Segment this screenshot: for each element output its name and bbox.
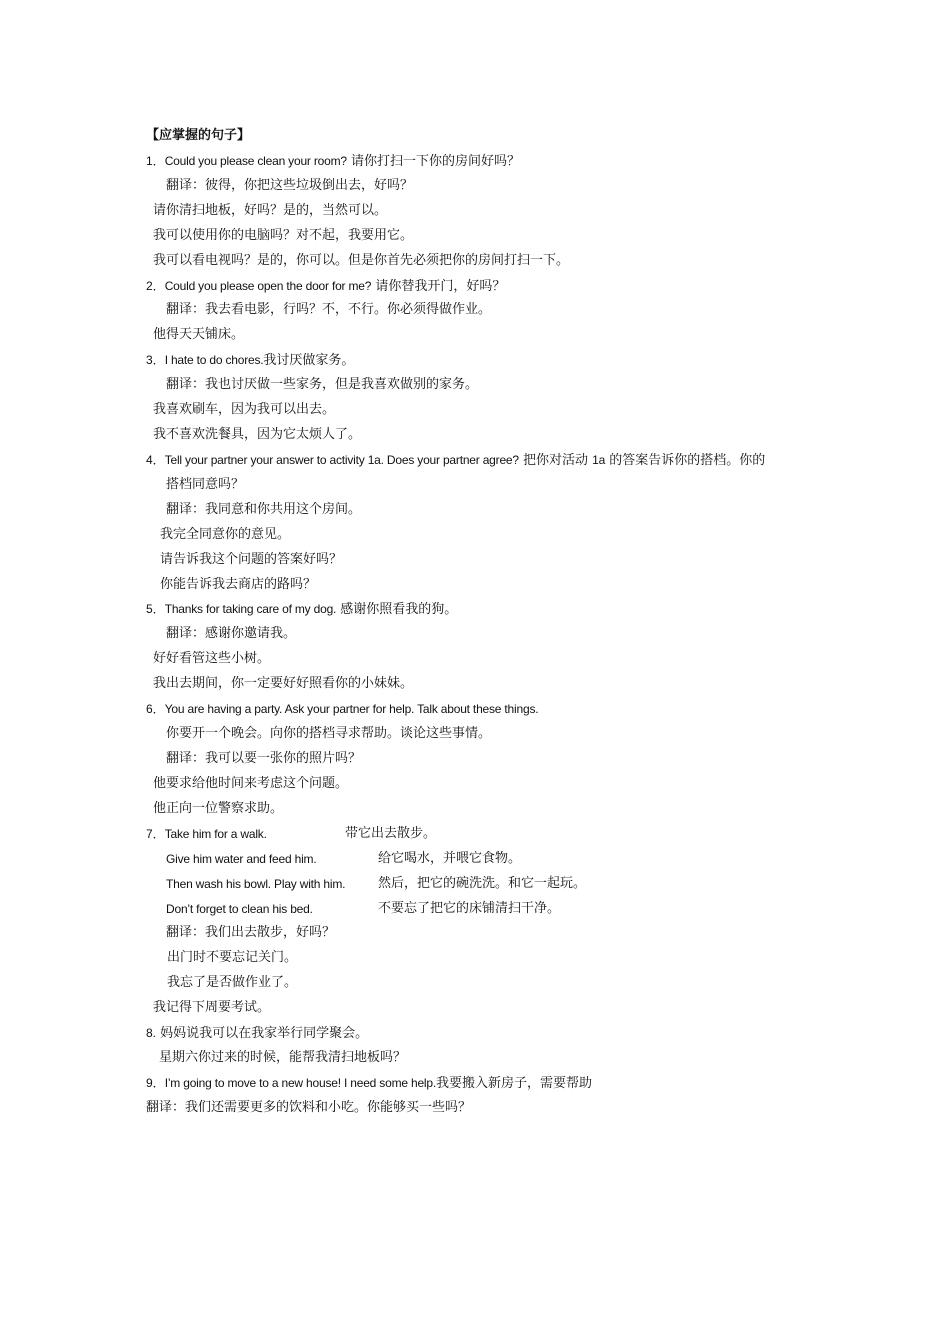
phrase-translation: 然后，把它的碗洗洗。和它一起玩。 [378, 876, 587, 891]
translation-line: 好好看管这些小树。 [153, 651, 271, 666]
phrase-translation: 给它喝水，并喂它食物。 [378, 851, 522, 866]
translation-line: 我可以使用你的电脑吗？对不起，我要用它。 [153, 228, 414, 243]
translation-line: 我记得下周要考试。 [153, 1000, 271, 1015]
translation-line: 我出去期间，你一定要好好照看你的小妹妹。 [153, 676, 414, 691]
translation-line: 你能告诉我去商店的路吗？ [160, 577, 317, 592]
translation-line: 翻译：我也讨厌做一些家务，但是我喜欢做别的家务。 [166, 377, 479, 392]
sentence-continuation: 搭档同意吗？ [166, 477, 245, 492]
translation-line: 翻译：我去看电影，行吗？不，不行。你必须得做作业。 [166, 302, 492, 317]
translation-line: 翻译：我同意和你共用这个房间。 [166, 502, 362, 517]
translation-line: 翻译：我可以要一张你的照片吗？ [166, 751, 362, 766]
phrase-translation: 带它出去散步。 [345, 826, 437, 841]
section-heading: 【应掌握的句子】 [146, 128, 251, 143]
translation-line: 翻译：感谢你邀请我。 [166, 626, 297, 641]
translation-line: 翻译：彼得，你把这些垃圾倒出去，好吗？ [166, 178, 414, 193]
sentence-7: 7．Take him for a walk. [146, 827, 267, 841]
phrase: Then wash his bowl. Play with him. [166, 877, 346, 891]
translation-line: 星期六你过来的时候，能帮我清扫地板吗？ [159, 1050, 407, 1065]
sentence-2: 2．Could you please open the door for me? 请你替我开门，好吗？ [146, 279, 506, 294]
translation-line: 请告诉我这个问题的答案好吗？ [160, 552, 343, 567]
translation-line: 他要求给他时间来考虑这个问题。 [153, 776, 349, 791]
sentence-3: 3．I hate to do chores.我讨厌做家务。 [146, 353, 355, 368]
translation-line: 我喜欢刷车，因为我可以出去。 [153, 402, 336, 417]
translation-line: 我忘了是否做作业了。 [167, 975, 298, 990]
phrase: Give him water and feed him. [166, 852, 317, 866]
sentence-8: 8. 妈妈说我可以在我家举行同学聚会。 [146, 1026, 369, 1041]
sentence-9: 9．I’m going to move to a new house! I need some help.我要搬入新房子，需要帮助 [146, 1076, 593, 1091]
phrase-translation: 不要忘了把它的床铺清扫干净。 [378, 901, 561, 916]
translation-line: 翻译：我们出去散步，好吗？ [166, 925, 336, 940]
translation-line: 请你清扫地板，好吗？是的，当然可以。 [153, 203, 388, 218]
sentence-4: 4．Tell your partner your answer to activity 1a. Does your partner agree? 把你对活动 1a 的答案告诉你的搭档。你的 [146, 453, 766, 468]
translation-line: 他正向一位警察求助。 [153, 801, 284, 816]
sentence-translation: 你要开一个晚会。向你的搭档寻求帮助。谈论这些事情。 [166, 726, 492, 741]
translation-line: 出门时不要忘记关门。 [167, 950, 298, 965]
phrase: Don’t forget to clean his bed. [166, 902, 313, 916]
translation-line: 翻译：我们还需要更多的饮料和小吃。你能够买一些吗？ [146, 1100, 472, 1115]
translation-line: 他得天天铺床。 [153, 327, 245, 342]
sentence-6: 6．You are having a party. Ask your partner for help. Talk about these things. [146, 702, 539, 716]
sentence-1: 1．Could you please clean your room? 请你打扫一下你的房间好吗？ [146, 154, 521, 169]
translation-line: 我可以看电视吗？是的，你可以。但是你首先必须把你的房间打扫一下。 [153, 253, 570, 268]
translation-line: 我完全同意你的意见。 [160, 527, 291, 542]
translation-line: 我不喜欢洗餐具，因为它太烦人了。 [153, 427, 362, 442]
sentence-5: 5．Thanks for taking care of my dog. 感谢你照看我的狗。 [146, 602, 458, 617]
